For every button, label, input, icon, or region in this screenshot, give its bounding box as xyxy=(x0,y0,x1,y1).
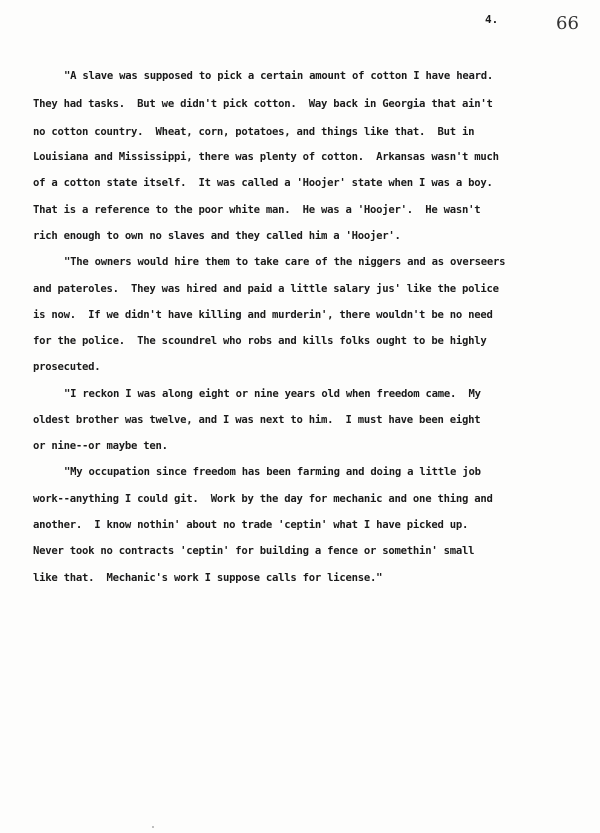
text-line: They had tasks. But we didn't pick cotton. Way back in Georgia that ain't xyxy=(33,98,493,110)
text-line: rich enough to own no slaves and they called him a 'Hoojer'. xyxy=(33,230,401,242)
text-line: "I reckon I was along eight or nine years old when freedom came. My xyxy=(64,388,481,400)
text-line: Never took no contracts 'ceptin' for building a fence or somethin' small xyxy=(33,545,475,557)
text-line: for the police. The scoundrel who robs and kills folks ought to be highly xyxy=(33,335,487,347)
text-line: That is a reference to the poor white man. He was a 'Hoojer'. He wasn't xyxy=(33,204,481,216)
text-line: and pateroles. They was hired and paid a little salary jus' like the police xyxy=(33,283,499,295)
text-line: of a cotton state itself. It was called a 'Hoojer' state when I was a boy. xyxy=(33,177,493,189)
page-number: 4. xyxy=(485,13,499,26)
text-line: work--anything I could git. Work by the day for mechanic and one thing and xyxy=(33,493,493,505)
text-line: "My occupation since freedom has been farming and doing a little job xyxy=(64,466,481,478)
text-line: or nine--or maybe ten. xyxy=(33,440,168,452)
text-line: prosecuted. xyxy=(33,361,101,373)
text-line: another. I know nothin' about no trade 'ceptin' what I have picked up. xyxy=(33,519,469,531)
text-line: no cotton country. Wheat, corn, potatoes, and things like that. But in xyxy=(33,126,475,138)
text-line: oldest brother was twelve, and I was next to him. I must have been eight xyxy=(33,414,481,426)
handwritten-page-number: 66 xyxy=(556,13,579,34)
text-line: "A slave was supposed to pick a certain amount of cotton I have heard. xyxy=(64,70,493,82)
scan-speck xyxy=(152,826,154,828)
text-line: "The owners would hire them to take care of the niggers and as overseers xyxy=(64,256,506,268)
text-line: Louisiana and Mississippi, there was plenty of cotton. Arkansas wasn't much xyxy=(33,151,499,163)
text-line: like that. Mechanic's work I suppose calls for license." xyxy=(33,572,383,584)
text-line: is now. If we didn't have killing and murderin', there wouldn't be no need xyxy=(33,309,493,321)
